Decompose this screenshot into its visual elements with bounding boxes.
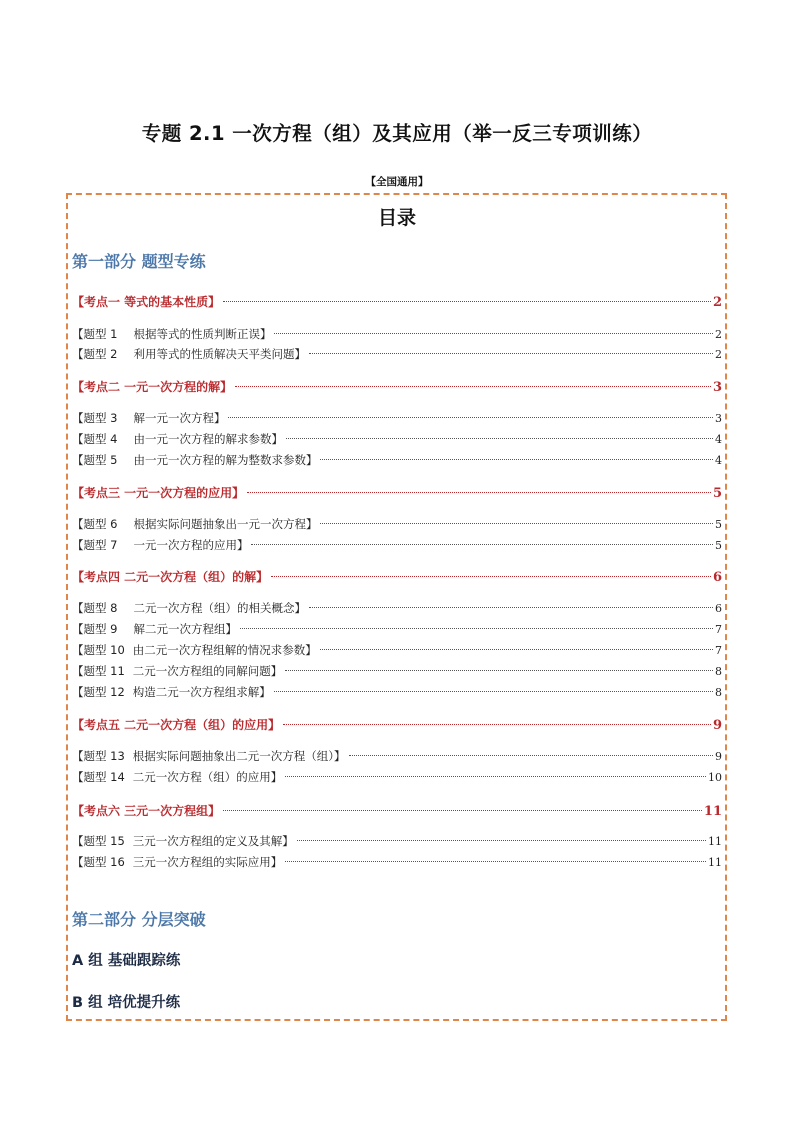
- dot-leader: [271, 576, 711, 577]
- dot-leader: [228, 417, 713, 418]
- document-title: 专题 2.1 一次方程（组）及其应用（举一反三专项训练）: [141, 122, 653, 145]
- tixing-number: 【题型 13: [72, 749, 125, 763]
- toc-page-number: 4: [715, 454, 722, 467]
- tixing-number: 【题型 3: [72, 411, 118, 425]
- dot-leader: [283, 724, 711, 725]
- toc-entry-tixing[interactable]: [72, 598, 722, 618]
- toc-entry-label: 【考点一 等式的基本性质】: [72, 295, 221, 309]
- toc-entry-tixing[interactable]: [72, 852, 722, 872]
- toc-entry-tixing[interactable]: [72, 535, 722, 555]
- toc-page-number: 3: [715, 412, 722, 425]
- toc-page-number: 6: [712, 570, 722, 585]
- dot-leader: [285, 861, 706, 862]
- toc-entry-label: 【考点四 二元一次方程（组）的解】: [72, 570, 269, 584]
- toc-page-number: 7: [715, 644, 722, 657]
- document-subtitle: 【全国通用】: [365, 176, 429, 188]
- tixing-number: 【题型 9: [72, 622, 118, 636]
- tixing-number: 【题型 11: [72, 664, 125, 678]
- toc-entry-tixing[interactable]: [72, 767, 722, 787]
- dot-leader: [240, 628, 713, 629]
- tixing-title: 解一元一次方程】: [133, 411, 226, 425]
- dot-leader: [320, 523, 713, 524]
- tixing-number: 【题型 12: [72, 685, 125, 699]
- toc-entry-label: 【考点五 二元一次方程（组）的应用】: [72, 718, 281, 732]
- tixing-title: 由二元一次方程组解的情况求参数】: [132, 643, 317, 657]
- toc-entry-tixing[interactable]: [72, 661, 722, 681]
- tixing-title: 二元一次方程（组）的相关概念】: [133, 601, 306, 615]
- dot-leader: [309, 607, 713, 608]
- tixing-number: 【题型 16: [72, 855, 125, 869]
- toc-page-number: 4: [715, 433, 722, 446]
- toc-page-number: 9: [712, 718, 722, 733]
- toc-page-number: 11: [708, 856, 722, 869]
- toc-entry-tixing[interactable]: [72, 408, 722, 428]
- tixing-title: 解二元一次方程组】: [133, 622, 237, 636]
- toc-entry-tixing[interactable]: [72, 831, 722, 851]
- toc-entry-tixing[interactable]: [72, 450, 722, 470]
- toc-page-number: 5: [715, 518, 722, 531]
- toc-entry-label: 【考点六 三元一次方程组】: [72, 804, 221, 818]
- dot-leader: [349, 755, 713, 756]
- toc-entry-tixing[interactable]: [72, 746, 722, 766]
- tixing-number: 【题型 1: [72, 327, 118, 341]
- tixing-title: 一元一次方程的应用】: [133, 538, 249, 552]
- toc-page-number: 5: [712, 486, 722, 501]
- toc-page-number: 9: [715, 750, 722, 763]
- tixing-number: 【题型 2: [72, 347, 118, 361]
- tixing-title: 根据实际问题抽象出一元一次方程】: [133, 517, 318, 531]
- tixing-title: 三元一次方程组的定义及其解】: [132, 834, 294, 848]
- tixing-title: 二元一次方程（组）的应用】: [132, 770, 283, 784]
- dot-leader: [285, 670, 713, 671]
- tixing-number: 【题型 10: [72, 643, 125, 657]
- toc-entry-tixing[interactable]: [72, 514, 722, 534]
- toc-page-number: 8: [715, 665, 722, 678]
- tixing-title: 二元一次方程组的同解问题】: [132, 664, 283, 678]
- toc-entry-label: 【考点三 一元一次方程的应用】: [72, 486, 245, 500]
- toc-entry-kaodian[interactable]: [72, 377, 722, 397]
- part2-heading[interactable]: 第二部分 分层突破: [72, 910, 206, 929]
- tixing-number: 【题型 5: [72, 453, 118, 467]
- toc-page-number: 2: [715, 328, 722, 341]
- dot-leader: [309, 353, 713, 354]
- tixing-number: 【题型 7: [72, 538, 118, 552]
- dot-leader: [235, 386, 711, 387]
- dot-leader: [223, 301, 711, 302]
- toc-entry-kaodian[interactable]: [72, 292, 722, 312]
- part1-heading[interactable]: 第一部分 题型专练: [72, 252, 206, 271]
- toc-page-number: 7: [715, 623, 722, 636]
- toc-entry-tixing[interactable]: [72, 640, 722, 660]
- toc-entry-tixing[interactable]: [72, 682, 722, 702]
- tixing-number: 【题型 6: [72, 517, 118, 531]
- toc-entry-kaodian[interactable]: [72, 483, 722, 503]
- tixing-title: 三元一次方程组的实际应用】: [132, 855, 283, 869]
- dot-leader: [223, 810, 702, 811]
- toc-page-number: 5: [715, 539, 722, 552]
- toc-entry-tixing[interactable]: [72, 344, 722, 364]
- tixing-title: 由一元一次方程的解求参数】: [133, 432, 283, 446]
- toc-entry-tixing[interactable]: [72, 619, 722, 639]
- tixing-number: 【题型 14: [72, 770, 125, 784]
- toc-page-number: 8: [715, 686, 722, 699]
- toc-entry-kaodian[interactable]: [72, 567, 722, 587]
- tixing-title: 构造二元一次方程组求解】: [132, 685, 271, 699]
- toc-page-number: 2: [712, 295, 722, 310]
- dot-leader: [320, 459, 713, 460]
- tixing-title: 由一元一次方程的解为整数求参数】: [133, 453, 318, 467]
- toc-entry-kaodian[interactable]: [72, 801, 722, 821]
- dot-leader: [320, 649, 713, 650]
- tixing-title: 根据等式的性质判断正误】: [133, 327, 272, 341]
- toc-page-number: 11: [708, 835, 722, 848]
- toc-page-number: 6: [715, 602, 722, 615]
- toc-page-number: 11: [703, 804, 722, 819]
- toc-entry-tixing[interactable]: [72, 324, 722, 344]
- toc-page-number: 3: [712, 380, 722, 395]
- dot-leader: [251, 544, 713, 545]
- tixing-number: 【题型 15: [72, 834, 125, 848]
- toc-page-number: 10: [708, 771, 722, 784]
- dot-leader: [297, 840, 706, 841]
- toc-entry-tixing[interactable]: [72, 429, 722, 449]
- dot-leader: [286, 438, 713, 439]
- dot-leader: [247, 492, 711, 493]
- tixing-title: 利用等式的性质解决天平类问题】: [133, 347, 306, 361]
- toc-entry-label: 【考点二 一元一次方程的解】: [72, 380, 233, 394]
- toc-heading: 目录: [377, 207, 416, 229]
- toc-page-number: 2: [715, 348, 722, 361]
- group-b-link[interactable]: B 组 培优提升练: [72, 995, 181, 1011]
- dot-leader: [285, 776, 706, 777]
- group-a-link[interactable]: A 组 基础跟踪练: [72, 953, 181, 969]
- tixing-title: 根据实际问题抽象出二元一次方程（组）】: [132, 749, 346, 763]
- dot-leader: [274, 691, 713, 692]
- dot-leader: [274, 333, 713, 334]
- toc-entry-kaodian[interactable]: [72, 715, 722, 735]
- tixing-number: 【题型 4: [72, 432, 118, 446]
- tixing-number: 【题型 8: [72, 601, 118, 615]
